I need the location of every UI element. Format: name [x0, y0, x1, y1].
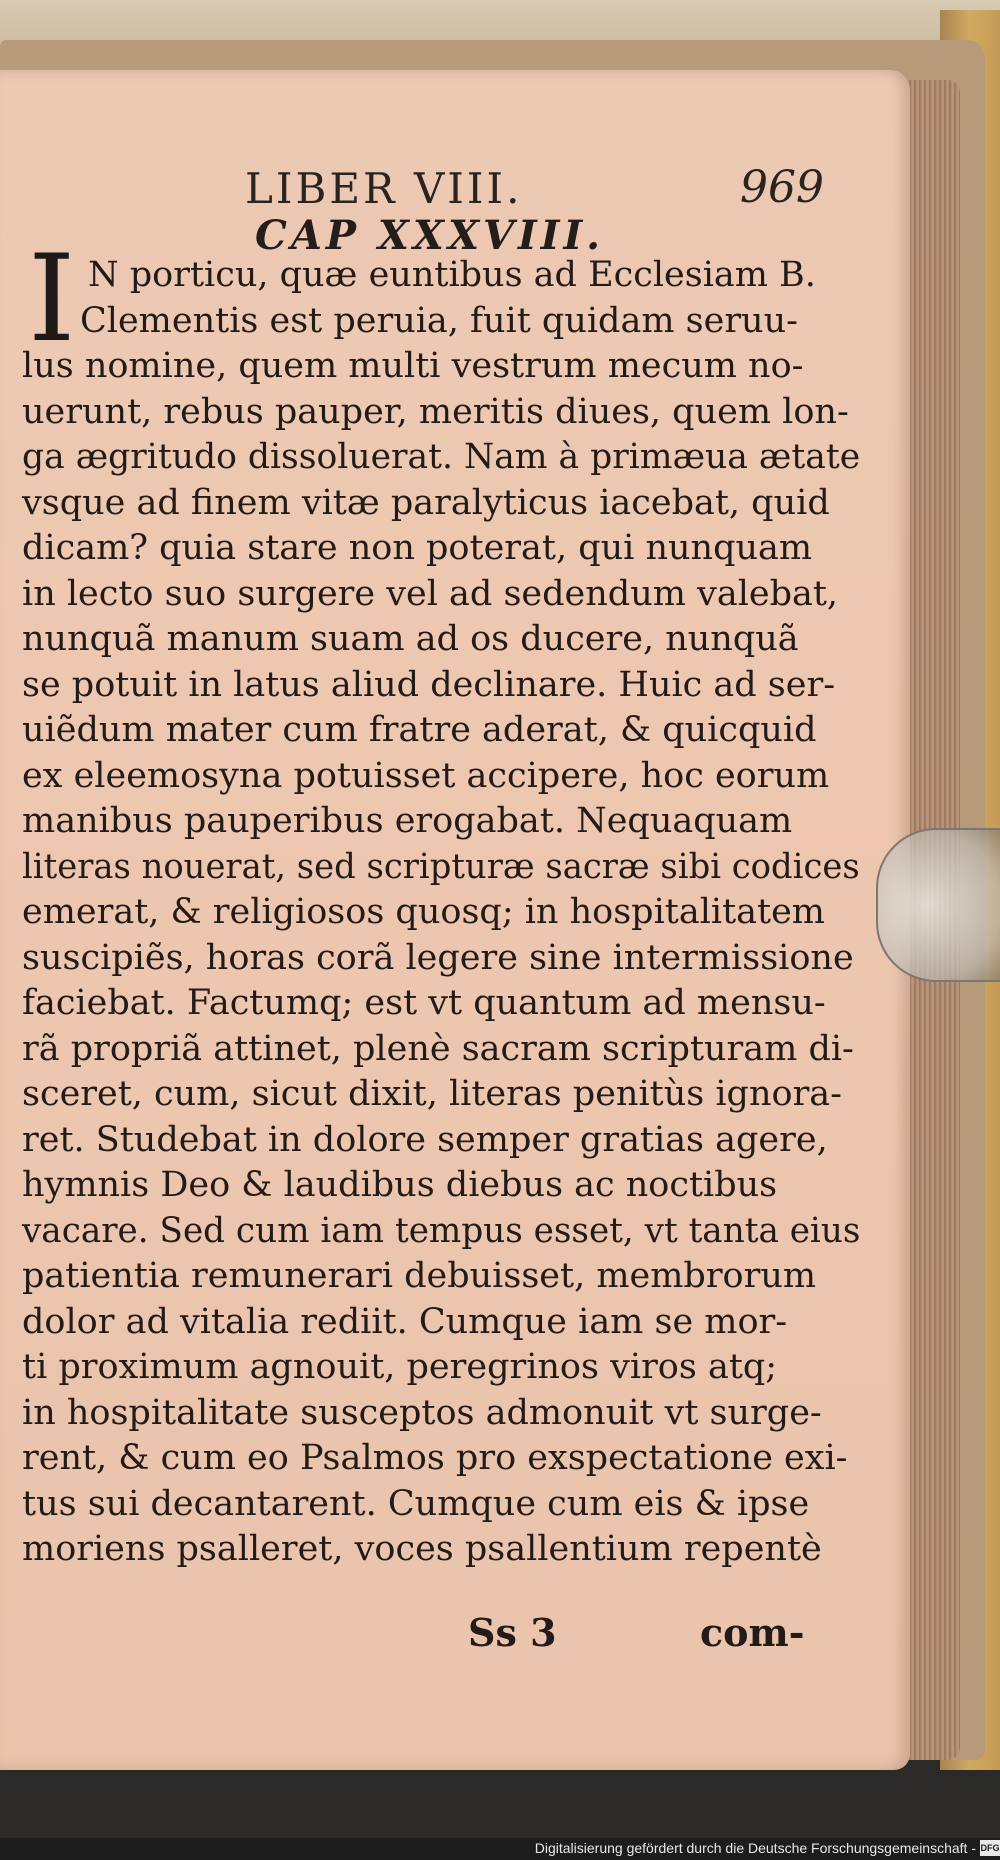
text-line: uiẽdum mater cum fratre aderat, & quicquid — [22, 710, 817, 750]
text-line: se potuit in latus aliud declinare. Huic ad ser- — [22, 664, 836, 705]
text-line: hymnis Deo & laudibus diebus ac noctibus — [22, 1165, 778, 1205]
text-line: moriens psalleret, voces psallentium repentè — [22, 1529, 822, 1569]
text-line: dicam? quia stare non poterat, qui nunquam — [22, 528, 813, 568]
text-line: nunquã manum suam ad os ducere, nunquã — [22, 619, 799, 659]
text-line: ti proximum agnouit, peregrinos viros atq; — [22, 1347, 778, 1387]
text-line: manibus pauperibus erogabat. Nequaquam — [22, 801, 793, 841]
catchword: com- — [700, 1610, 805, 1655]
text-line: sceret, cum, sicut dixit, literas penitùs ignora- — [22, 1074, 842, 1114]
text-line: in lecto suo surgere vel ad sedendum valebat, — [22, 573, 839, 614]
text-line: lus nomine, quem multi vestrum mecum no- — [22, 346, 804, 386]
text-line: in hospitalitate susceptos admonuit vt surge- — [22, 1392, 822, 1433]
text-line: Clementis est peruia, fuit quidam seruu- — [80, 300, 798, 341]
dfg-logo: DFG — [980, 1840, 1000, 1856]
credit-bar — [0, 1838, 1000, 1860]
text-line: vsque ad finem vitæ paralyticus iacebat, quid — [22, 482, 830, 523]
text-line: suscipiẽs, horas corã legere sine intermissione — [22, 937, 854, 978]
text-line: rent, & cum eo Psalmos pro exspectatione exi- — [22, 1438, 848, 1478]
text-line: ret. Studebat in dolore semper gratias agere, — [22, 1119, 828, 1160]
text-line: emerat, & religiosos quosq; in hospitalitatem — [22, 892, 825, 932]
running-title: LIBER VIII. — [245, 164, 523, 213]
text-line: ex eleemosyna potuisset accipere, hoc eorum — [22, 755, 830, 796]
chapter-heading: CAP XXXVIII. — [255, 212, 605, 259]
text-line: rã propriã attinet, plenè sacram scripturam di- — [22, 1028, 854, 1069]
text-line: literas nouerat, sed scripturæ sacræ sibi codices — [22, 846, 860, 887]
drop-initial: I — [28, 230, 76, 369]
credit-text: Digitalisierung gefördert durch die Deutsche Forschungsgemeinschaft - — [534, 1840, 976, 1856]
page-clip — [876, 828, 1000, 982]
signature-mark: Ss 3 — [468, 1610, 557, 1655]
text-line: dolor ad vitalia rediit. Cumque iam se mor- — [22, 1301, 788, 1342]
text-line: vacare. Sed cum iam tempus esset, vt tanta eius — [22, 1210, 861, 1251]
page-number: 969 — [740, 162, 824, 213]
text-line: uerunt, rebus pauper, meritis diues, quem lon- — [22, 391, 849, 432]
text-line: N porticu, quæ euntibus ad Ecclesiam B. — [88, 255, 816, 295]
text-line: tus sui decantarent. Cumque cum eis & ipse — [22, 1483, 810, 1524]
text-line: faciebat. Factumq; est vt quantum ad mensu- — [22, 983, 826, 1023]
text-line: ga ægritudo dissoluerat. Nam à primæua ætate — [22, 437, 861, 477]
text-line: patientia remunerari debuisset, membrorum — [22, 1256, 817, 1296]
page-header — [0, 150, 900, 213]
